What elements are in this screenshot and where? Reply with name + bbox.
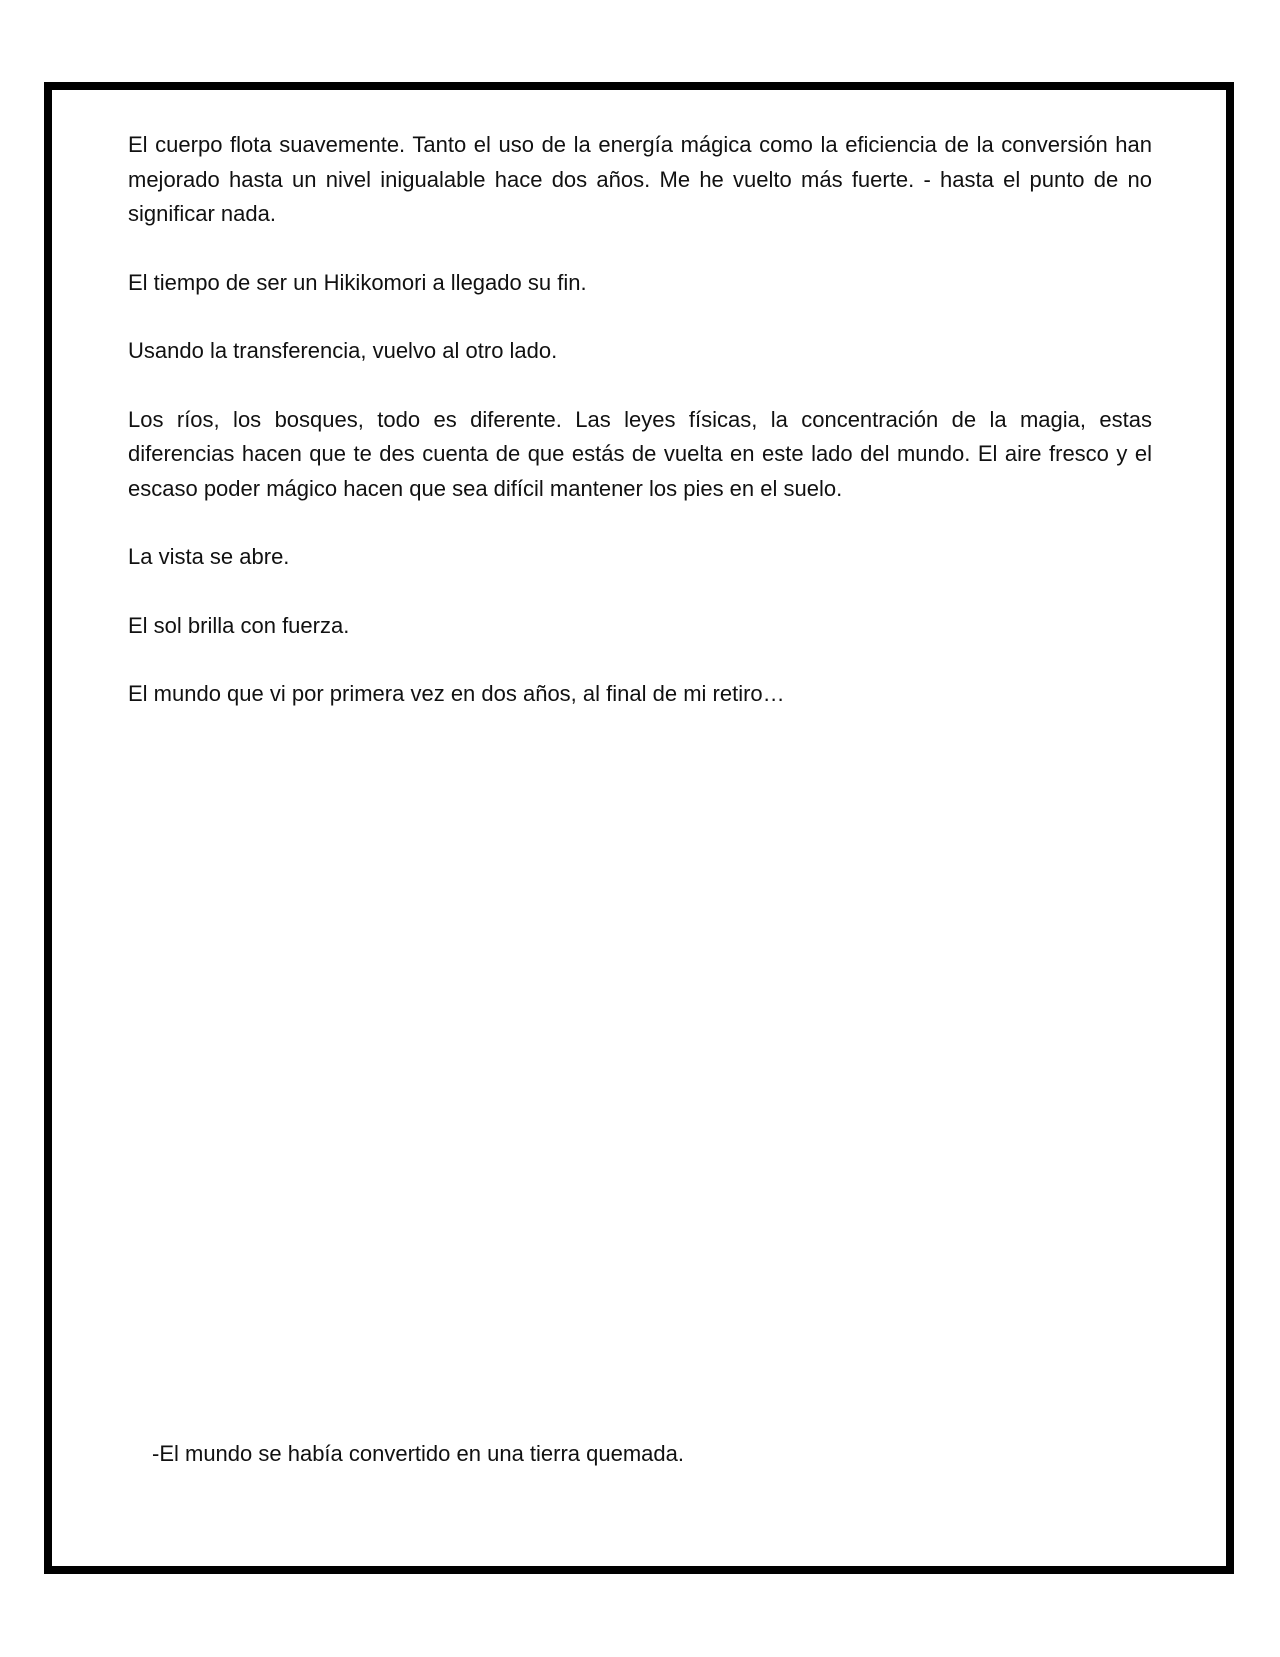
paragraph-body-floats: El cuerpo flota suavemente. Tanto el uso de la energía mágica como la eficiencia de la conversión han mejorado hasta un nivel inigualable hace dos años. Me he vuelto más fuerte. - hasta el punto de no significar nada. <box>128 132 1152 226</box>
paragraph-transference: Usando la transferencia, vuelvo al otro lado. <box>128 338 558 363</box>
story-text <box>128 128 1152 746</box>
paragraph-world-seen: El mundo que vi por primera vez en dos años, al final de mi retiro… <box>128 681 785 706</box>
paragraph-differences: Los ríos, los bosques, todo es diferente. Las leyes físicas, la concentración de la magia, estas diferencias hacen que te des cuenta de que estás de vuelta en este lado del mundo. El aire fresco y el escaso poder mágico hacen que sea difícil mantener los pies en el suelo. <box>128 406 1152 501</box>
paragraph-hikikomori-end: El tiempo de ser un Hikikomori a llegado su fin. <box>128 269 587 295</box>
paragraph-sun-shines: El sol brilla con fuerza. <box>128 612 350 638</box>
closing-line: -El mundo se había convertido en una tierra quemada. <box>152 1441 684 1466</box>
paragraph-view-opens: La vista se abre. <box>128 544 290 569</box>
